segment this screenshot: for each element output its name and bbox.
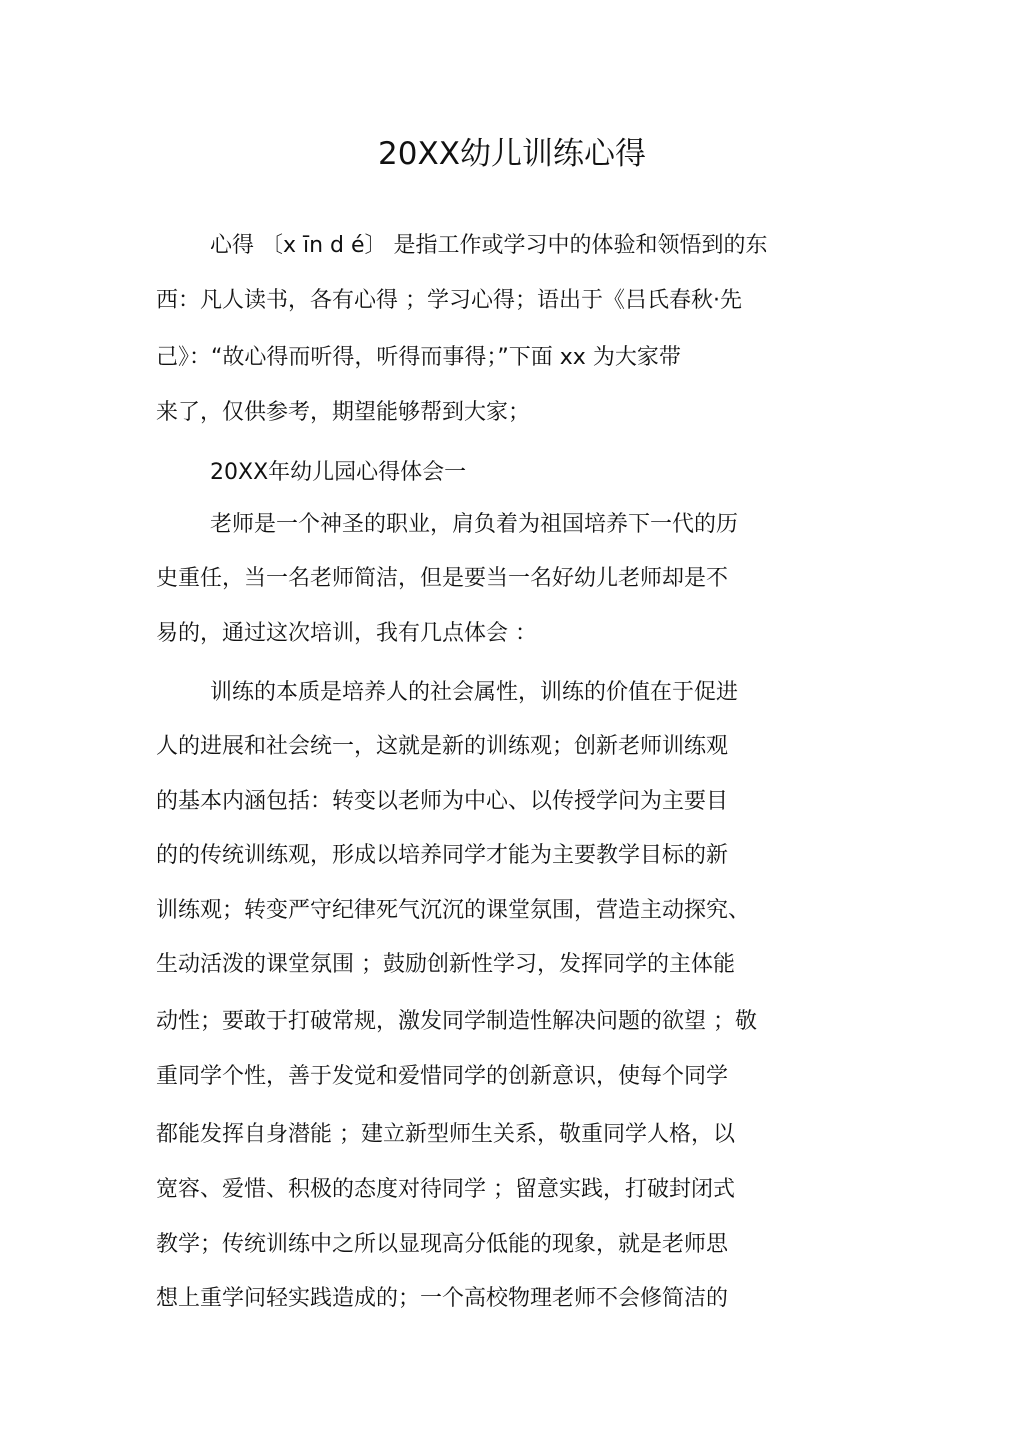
- paragraph-line: 训练的本质是培养人的社会属性，训练的价值在于促进: [210, 680, 739, 705]
- paragraph-line: 西：凡人读书，各有心得 ；学习心得；语出于《吕氏春秋·先: [156, 288, 742, 313]
- paragraph-line: 想上重学问轻实践造成的；一个高校物理老师不会修简洁的: [156, 1286, 729, 1311]
- paragraph-line: 都能发挥自身潜能 ；建立新型师生关系，敬重同学人格，以: [156, 1122, 735, 1147]
- paragraph-line: 教学；传统训练中之所以显现高分低能的现象，就是老师思: [156, 1232, 729, 1257]
- paragraph-line: 史重任，当一名老师简洁，但是要当一名好幼儿老师却是不: [156, 566, 729, 591]
- paragraph-line: 的基本内涵包括：转变以老师为中心、以传授学问为主要目: [156, 789, 729, 814]
- section-heading: 20XX年幼儿园心得体会一: [210, 460, 467, 485]
- paragraph-line: 己》：“故心得而听得，听得而事得；”下面 xx 为大家带: [156, 345, 681, 370]
- paragraph-line: 生动活泼的课堂氛围 ；鼓励创新性学习，发挥同学的主体能: [156, 952, 735, 977]
- paragraph-line: 训练观；转变严守纪律死气沉沉的课堂氛围，营造主动探究、: [156, 898, 751, 923]
- document-title: 20XX幼儿训练心得: [378, 136, 646, 172]
- paragraph-line: 人的进展和社会统一，这就是新的训练观；创新老师训练观: [156, 734, 729, 759]
- paragraph-line: 心得 〔x īn d é〕 是指工作或学习中的体验和领悟到的东: [210, 233, 768, 258]
- paragraph-line: 易的，通过这次培训，我有几点体会 ：: [156, 621, 537, 646]
- paragraph-line: 宽容、爱惜、积极的态度对待同学 ；留意实践，打破封闭式: [156, 1177, 735, 1202]
- paragraph-line: 来了，仅供参考，期望能够帮到大家；: [156, 400, 531, 425]
- paragraph-line: 动性；要敢于打破常规，激发同学制造性解决问题的欲望 ；敬: [156, 1009, 757, 1034]
- paragraph-line: 的的传统训练观，形成以培养同学才能为主要教学目标的新: [156, 843, 729, 868]
- paragraph-line: 重同学个性，善于发觉和爱惜同学的创新意识，使每个同学: [156, 1064, 729, 1089]
- paragraph-line: 老师是一个神圣的职业，肩负着为祖国培养下一代的历: [210, 512, 739, 537]
